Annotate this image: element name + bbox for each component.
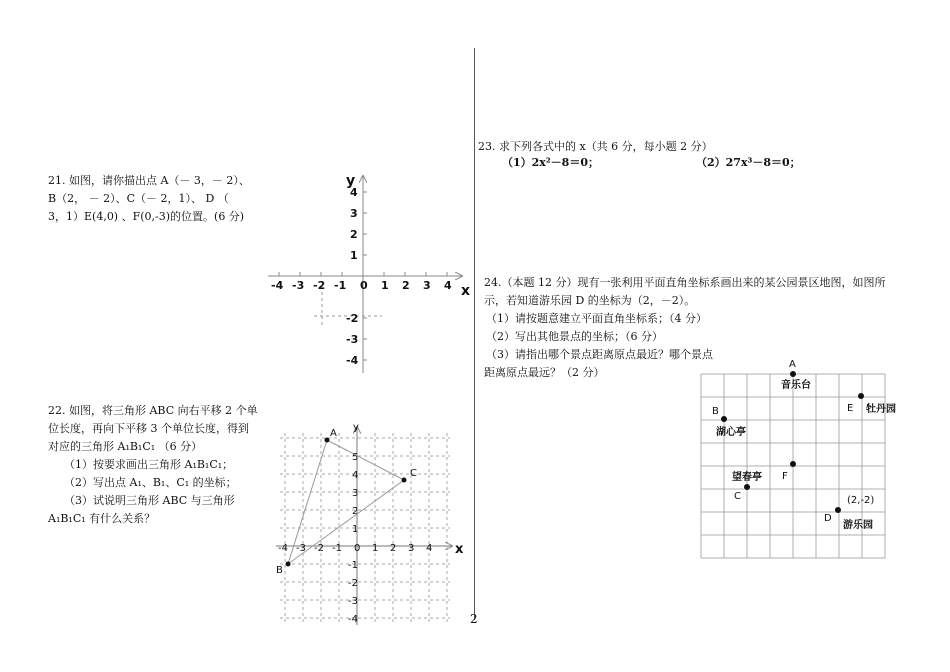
q24-line-6: 距离原点最远？（2 分） (484, 366, 605, 379)
q22-item-1: （1）按要求画出三角形 A₁B₁C₁； (64, 458, 234, 471)
q22-intro-2: 位长度，再向下平移 3 个单位长度，得到 (48, 422, 249, 435)
q24-line-2: 示，若知道游乐园 D 的坐标为（2，－2）。 (484, 294, 696, 307)
place-c-dot (744, 484, 750, 490)
place-youleyuan-label: 游乐园 (843, 520, 873, 531)
q24-line-5: （3）请指出哪个景点距离原点最近？哪个景点 (486, 348, 713, 361)
q21-y-tick-label: -2 (346, 312, 359, 325)
q21-x-tick-label: 1 (381, 279, 389, 292)
q21-line-1: 21. 如图，请你描出点 A（－ 3，－ 2）、 (48, 174, 250, 187)
q24-line-3: （1）请按题意建立平面直角坐标系；（4 分） (486, 312, 707, 325)
q21-y-tick-label: 3 (350, 207, 358, 220)
q21-y-tick-label: -3 (346, 333, 359, 346)
place-f-dot (790, 461, 796, 467)
q21-x-tick-label: -1 (334, 279, 347, 292)
q22-y-axis-label: y (353, 422, 359, 433)
q21-y-tick-label: 4 (350, 186, 358, 199)
place-yinyuetai-label: 音乐台 (781, 380, 811, 391)
place-e-label: E (847, 403, 854, 414)
park-map (701, 355, 901, 555)
q22-x-tick-label: 1 (372, 543, 379, 554)
q22-y-tick-label: 1 (352, 524, 359, 535)
place-huxinting-label: 湖心亭 (716, 427, 746, 438)
q23-equation-2: （2）27x³－8＝0； (696, 156, 801, 169)
q22-coordinate-grid (272, 422, 472, 625)
column-divider (474, 48, 475, 620)
place-d-coord: (2,-2) (847, 495, 875, 506)
place-b-label: B (712, 406, 719, 417)
q22-x-tick-label: -1 (332, 543, 342, 554)
place-mudanyuan-label: 牡丹园 (866, 404, 896, 415)
point-b-dot (286, 562, 291, 567)
point-c-dot (402, 478, 407, 483)
q22-y-tick-label: 5 (352, 452, 359, 463)
point-c-label: C (410, 468, 417, 479)
q22-y-tick-label: -3 (348, 596, 358, 607)
q23-title: 23. 求下列各式中的 x（共 6 分，每小题 2 分） (478, 140, 713, 153)
q22-x-tick-label: 2 (390, 543, 397, 554)
q22-x-tick-label: 4 (426, 543, 433, 554)
q22-item-4: A₁B₁C₁ 有什么关系？ (48, 512, 156, 525)
place-f-label: F (782, 471, 788, 482)
q23-equation-1: （1）2x²－8＝0； (502, 156, 599, 169)
q21-coordinate-plane (262, 168, 472, 378)
q21-x-axis-label: x (461, 283, 471, 299)
q22-x-tick-label: 3 (408, 543, 415, 554)
place-wangchunting-label: 望春亭 (732, 472, 762, 483)
q21-x-tick-label: -2 (313, 279, 326, 292)
q22-y-tick-label: 2 (352, 506, 359, 517)
q22-intro-3: 对应的三角形 A₁B₁C₁ （6 分） (48, 440, 203, 453)
place-a-label: A (789, 359, 796, 370)
point-a-label: A (330, 428, 337, 439)
q21-x-tick-label: 3 (423, 279, 431, 292)
q21-line-2: B（2， － 2）、C（－ 2，1）、 D （ (48, 192, 229, 205)
place-b-dot (721, 416, 727, 422)
q21-x-tick-label: 2 (402, 279, 410, 292)
q22-y-tick-label: -1 (348, 560, 358, 571)
page-number: 2 (470, 612, 478, 626)
q22-y-tick-label: 4 (352, 470, 359, 481)
q22-x-tick-label: -3 (296, 543, 306, 554)
q21-y-tick-label: 2 (350, 228, 358, 241)
point-b-label: B (276, 565, 283, 576)
q21-x-tick-label: -3 (292, 279, 305, 292)
q21-line-3: 3，1）E(4,0) 、F(0,-3)的位置。(6 分) (48, 210, 245, 223)
place-c-label: C (734, 491, 741, 502)
q21-y-tick-label: -4 (346, 354, 359, 367)
q21-x-tick-label: 4 (444, 279, 452, 292)
q22-x-axis-label: x (455, 542, 464, 557)
q22-x-tick-label: 0 (354, 543, 361, 554)
place-a-dot (790, 371, 796, 377)
q21-x-tick-label: 0 (360, 279, 368, 292)
q22-intro-1: 22. 如图，将三角形 ABC 向右平移 2 个单 (48, 404, 258, 417)
q22-item-2: （2）写出点 A₁、B₁、C₁ 的坐标； (64, 476, 237, 489)
q22-item-3: （3）试说明三角形 ABC 与三角形 (64, 494, 235, 507)
q22-y-tick-label: -2 (348, 578, 358, 589)
q21-x-tick-label: -4 (271, 279, 284, 292)
place-d-label: D (824, 513, 832, 524)
q24-line-1: 24.（本题 12 分）现有一张利用平面直角坐标系画出来的某公园景区地图，如图所 (484, 276, 886, 289)
q24-line-4: （2）写出其他景点的坐标；（6 分） (486, 330, 663, 343)
q21-y-tick-label: 1 (350, 249, 358, 262)
q22-x-tick-label: -2 (314, 543, 324, 554)
q22-y-tick-label: 3 (352, 488, 359, 499)
place-e-dot (858, 393, 864, 399)
point-a-dot (325, 438, 330, 443)
q22-y-tick-label: -4 (348, 614, 358, 625)
place-d-dot (835, 507, 841, 513)
q21-y-axis-label: y (346, 173, 356, 189)
q22-x-tick-label: -4 (278, 543, 288, 554)
